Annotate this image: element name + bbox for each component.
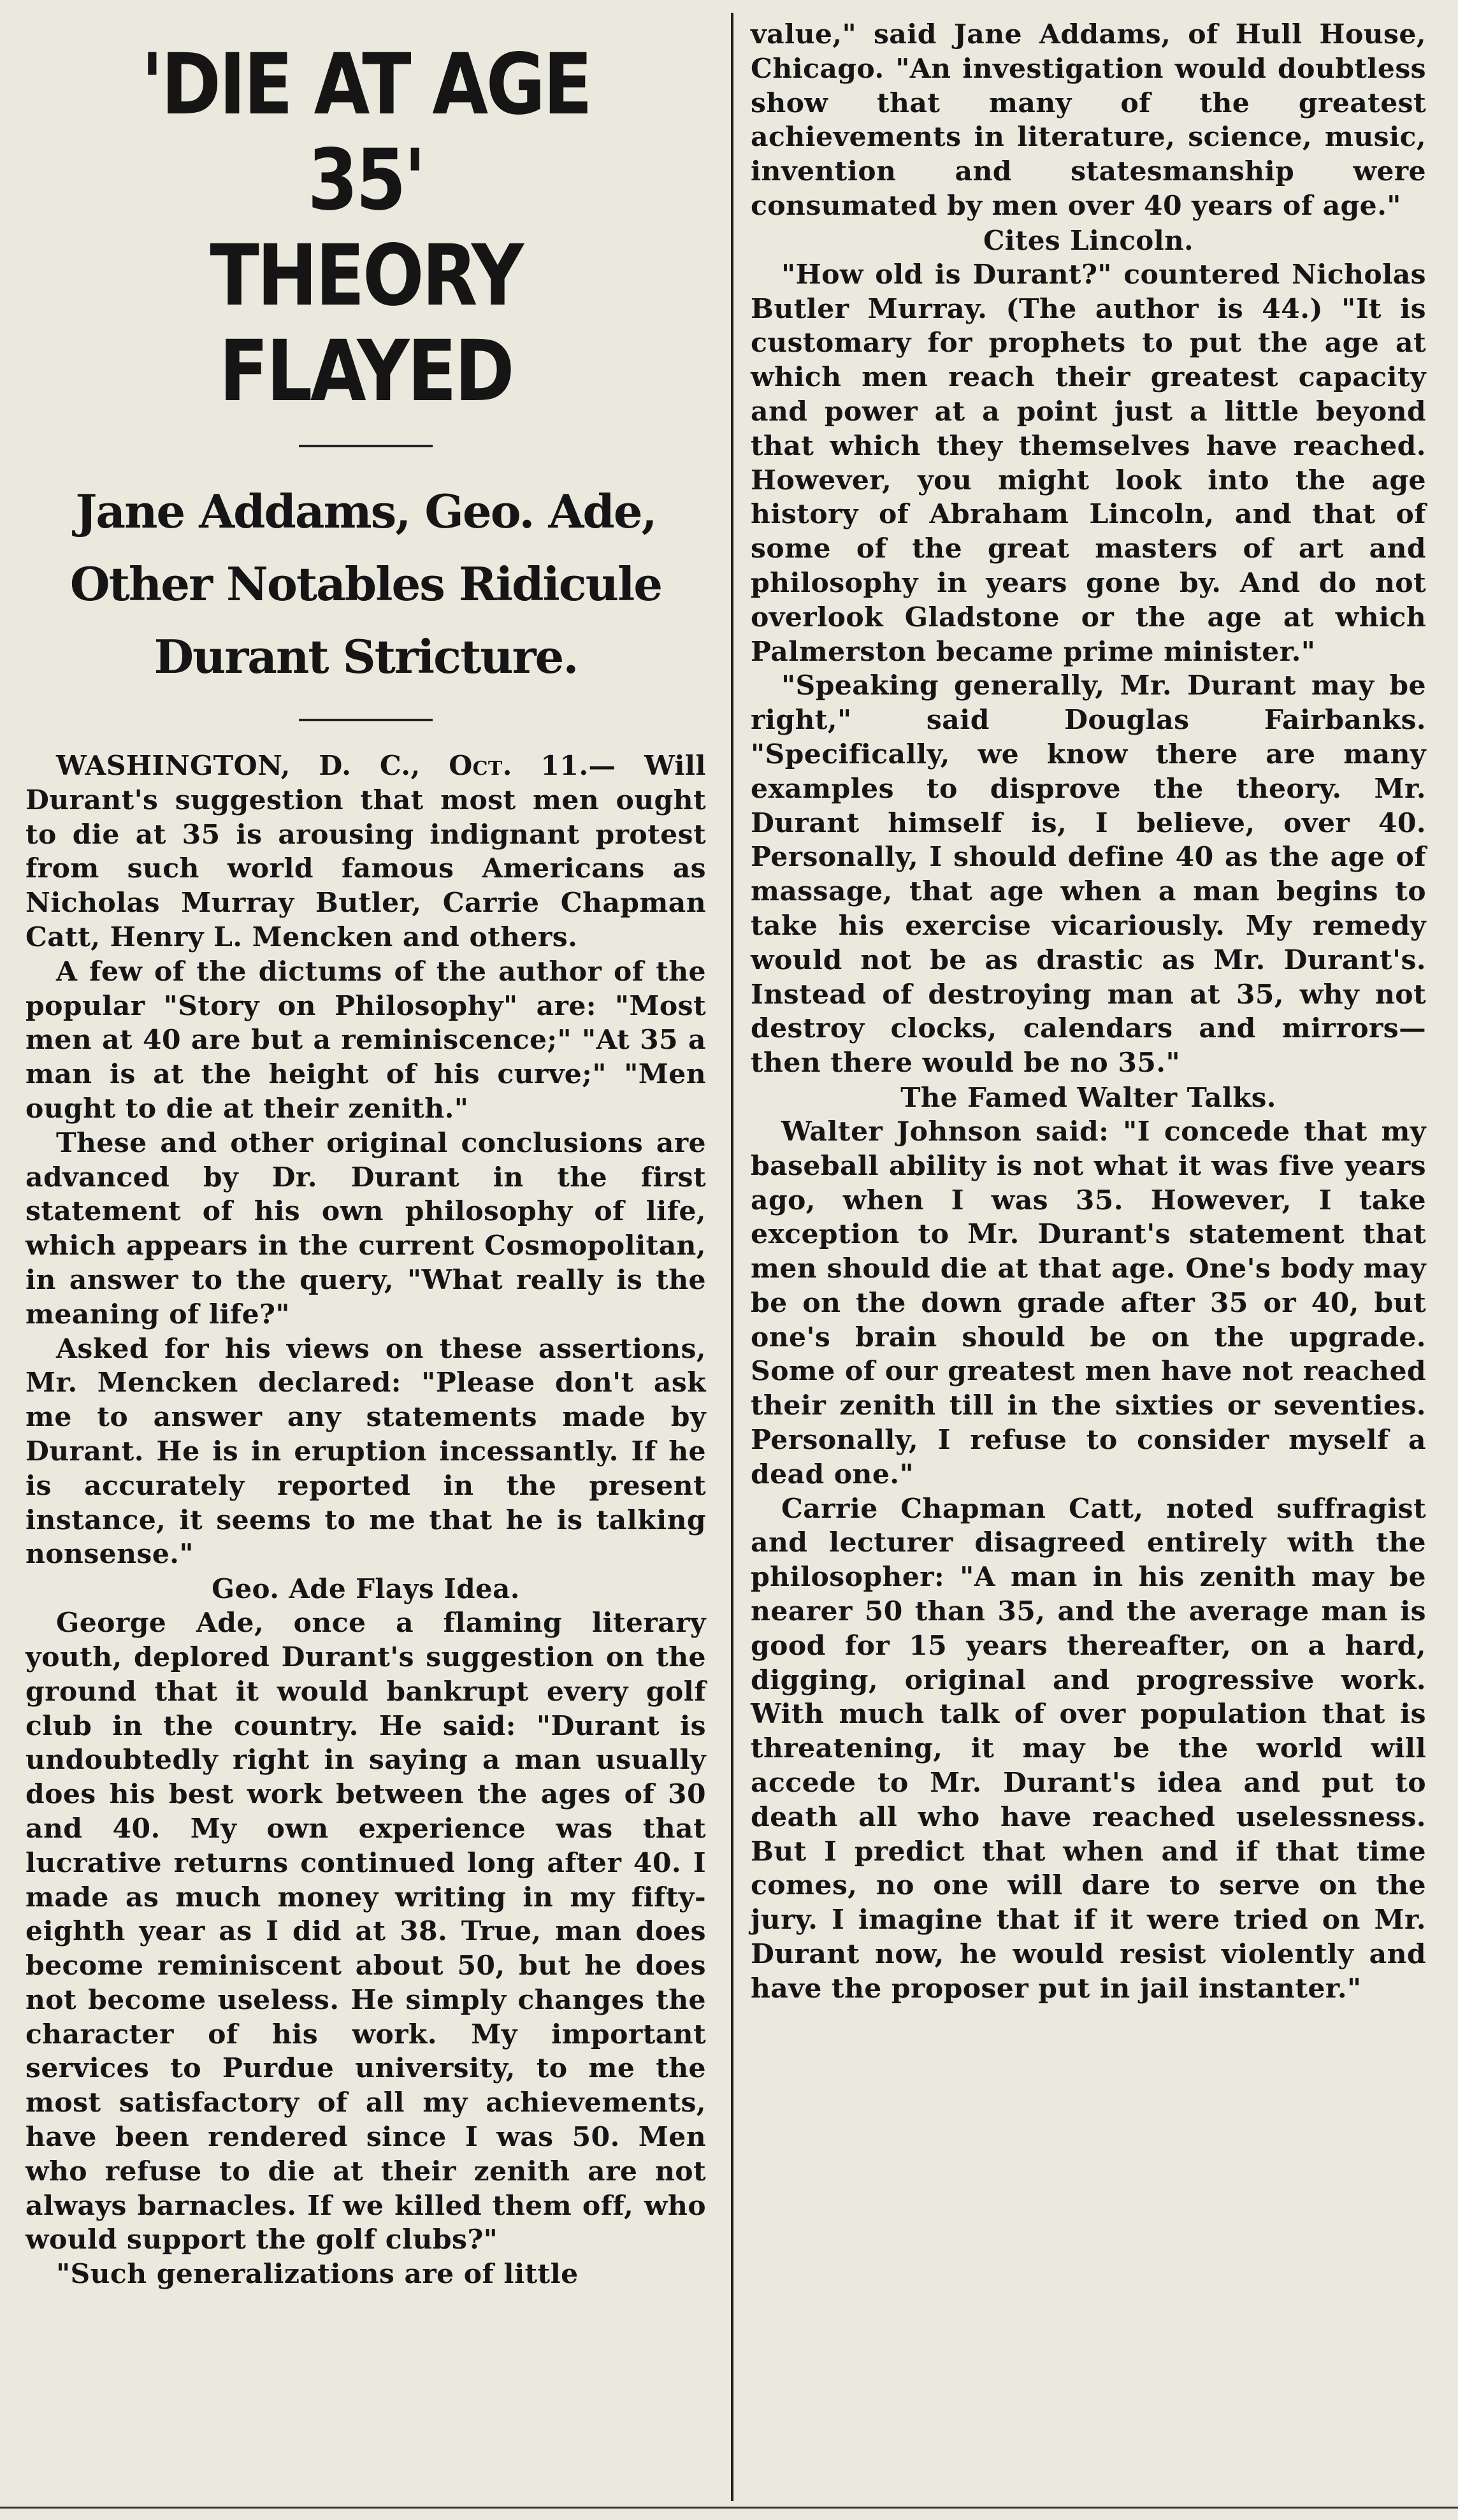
article-paragraph: George Ade, once a flaming literary youth, deplored Durant's suggestion on the ground that it would bankrupt every golf club in the country. He said: "Durant is undoubtedly right in saying a man usually does his best work between the ages of 30 and 40. My own experience was that lucrative returns continued long after 40. I made as much money writing in my fifty-eighth year as I did at 38. True, man does become reminiscent about 50, but he does not become useless. He simply changes the character of his work. My important services to Purdue university, to me the most satisfactory of all my achievements, have been rendered since I was 50. Men who refuse to die at their zenith are not always barnacles. If we killed them off, who would support the golf clubs?" [25, 1607, 706, 2256]
subhead-ade: Geo. Ade Flays Idea. [212, 1573, 520, 1605]
article-paragraph: These and other original conclusions are advanced by Dr. Durant in the first statement of his own philosophy of life, which appears in the current Cosmopolitan, in answer to the query, "What really is the meaning of life?" [25, 1127, 706, 1330]
right-article-body [751, 18, 1426, 2006]
headline-divider [299, 445, 433, 447]
article-paragraph: "Such generalizations are of little [56, 2258, 579, 2291]
deck [25, 475, 706, 693]
left-column [18, 18, 725, 2495]
deck-line-1: Jane Addams, Geo. Ade, [75, 484, 656, 538]
column-rule [731, 13, 733, 2501]
headline-line-1: 'DIE AT AGE 35' [141, 36, 591, 229]
right-column [739, 18, 1433, 2495]
subhead-lincoln: Cites Lincoln. [983, 224, 1194, 256]
article-paragraph: Walter Johnson said: "I concede that my baseball ability is not what it was five years ago, when I was 35. However, I take exception to Mr. Durant's statement that men should die at that age. One's body may be on the down grade after 35 or 40, but one's brain should be on the upgrade. Some of our greatest men have not reached their zenith till in the sixties or seventies. Personally, I refuse to consider myself a dead one." [751, 1115, 1426, 1490]
article-paragraph: value," said Jane Addams, of Hull House, Chicago. "An investigation would doubtless show that many of the greatest achievements in literature, science, music, invention and statesmanship were consumated by men over 40 years of age." [751, 18, 1426, 222]
article-paragraph: Asked for his views on these assertions, Mr. Mencken declared: "Please don't ask me to answer any statements made by Durant. He is in eruption incessantly. If he is accurately reported in the present instance, it seems to me that he is talking nonsense." [25, 1332, 706, 1571]
article-paragraph: "Speaking generally, Mr. Durant may be right," said Douglas Fairbanks. "Specifically, we know there are many examples to disprove the theory. Mr. Durant himself is, I believe, over 40. Personally, I should define 40 as the age of massage, that age when a man begins to take his exercise vicariously. My remedy would not be as drastic as Mr. Durant's. Instead of destroying man at 35, why not destroy clocks, calendars and mirrors—then there would be no 35." [751, 670, 1426, 1079]
paragraph-text: Will Durant's suggestion that most men ought to die at 35 is arousing indignant protest from such world famous Americans as Nicholas Murray Butler, Carrie Chapman Catt, Henry L. Mencken and others. [25, 750, 706, 953]
article-paragraph: "How old is Durant?" countered Nicholas Butler Murray. (The author is 44.) "It is customary for prophets to put the age at which men reach their greatest capacity and power at a point just a little beyond that which they themselves have reached. However, you might look into the age history of Abraham Lincoln, and that of some of the great masters of art and philosophy in years gone by. And do not overlook Gladstone or the age at which Palmerston became prime minister." [751, 258, 1426, 668]
clipping-bottom-edge [0, 2507, 1458, 2509]
article-paragraph: A few of the dictums of the author of the popular "Story on Philosophy" are: "Most men at 40 are but a reminiscence;" "At 35 a man is at the height of his curve;" "Men ought to die at their zenith." [25, 955, 706, 1125]
dateline: WASHINGTON, D. C., Oct. 11.— [56, 750, 616, 782]
headline-line-2: THEORY FLAYED [210, 227, 522, 421]
deck-line-2: Other Notables Ridicule [69, 557, 662, 611]
left-article-body [25, 749, 706, 2292]
deck-divider [299, 719, 433, 721]
article-paragraph [25, 749, 706, 955]
headline [73, 37, 658, 419]
article-paragraph: Carrie Chapman Catt, noted suffragist and lecturer disagreed entirely with the philosopher: "A man in his zenith may be nearer 50 than 35, and the average man is good for 15 years thereafter, on a hard, digging, original and progressive work. With much talk of over population that is threatening, it may be the world will accede to Mr. Durant's idea and put to death all who have reached uselessness. But I predict that when and if that time comes, no one will dare to serve on the jury. I imagine that if it were tried on Mr. Durant now, he would resist violently and have the proposer put in jail instanter." [751, 1492, 1426, 2005]
subhead-walter: The Famed Walter Talks. [900, 1081, 1276, 1113]
deck-line-3: Durant Stricture. [154, 630, 578, 684]
